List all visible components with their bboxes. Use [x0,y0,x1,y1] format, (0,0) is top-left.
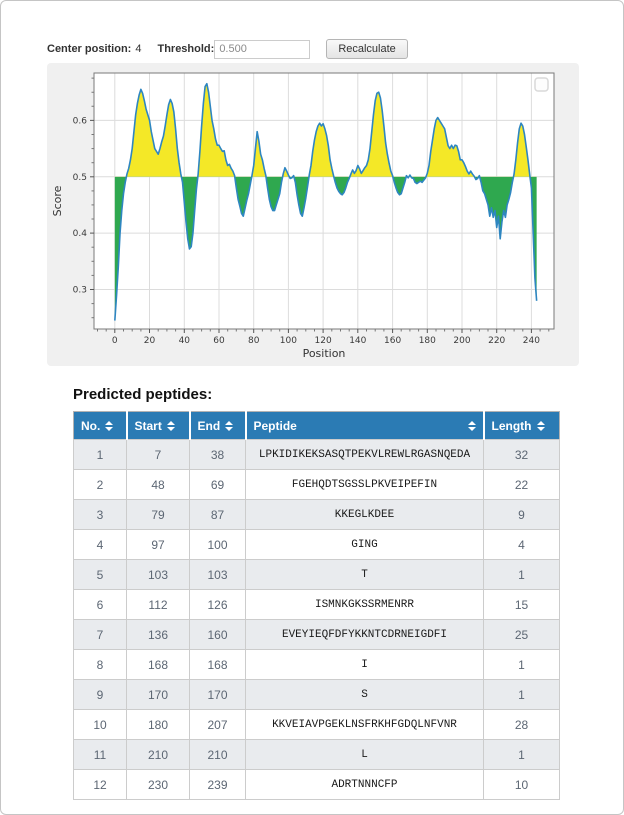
cell-peptide: I [246,650,484,680]
score-chart-panel [47,63,579,366]
svg-text:40: 40 [178,336,191,346]
sort-arrows-icon [468,421,476,431]
column-label: End [197,418,221,433]
svg-text:80: 80 [247,336,260,346]
svg-text:220: 220 [488,336,506,346]
cell-peptide: ISMNKGKSSRMENRR [246,590,484,620]
cell-peptide: S [246,680,484,710]
svg-text:120: 120 [314,336,332,346]
cell-start: 79 [127,500,190,530]
cell-peptide: KKEGLKDEE [246,500,484,530]
svg-text:0.3: 0.3 [72,285,87,296]
cell-length: 1 [484,740,560,770]
recalculate-button[interactable]: Recalculate [326,39,407,59]
cell-length: 28 [484,710,560,740]
cell-no: 7 [74,620,127,650]
threshold-input[interactable] [214,40,310,59]
table-row [74,560,560,590]
cell-no: 2 [74,470,127,500]
cell-length: 9 [484,500,560,530]
cell-end: 69 [190,470,246,500]
cell-peptide: EVEYIEQFDFYKKNTCDRNEIGDFI [246,620,484,650]
cell-start: 230 [127,770,190,800]
cell-peptide: T [246,560,484,590]
cell-start: 48 [127,470,190,500]
cell-length: 4 [484,530,560,560]
cell-end: 170 [190,680,246,710]
controls-bar [47,39,408,59]
cell-length: 1 [484,680,560,710]
svg-text:20: 20 [143,336,156,346]
table-row [74,590,560,620]
cell-end: 210 [190,740,246,770]
column-header-end[interactable] [190,412,246,440]
cell-length: 1 [484,560,560,590]
svg-text:180: 180 [418,336,436,346]
table-row [74,530,560,560]
svg-text:160: 160 [384,336,402,346]
cell-start: 170 [127,680,190,710]
cell-peptide: FGEHQDTSGSSLPKVEIPEFIN [246,470,484,500]
column-header-length[interactable] [484,412,560,440]
cell-start: 180 [127,710,190,740]
cell-end: 100 [190,530,246,560]
threshold-label: Threshold: [157,43,215,55]
sort-arrows-icon [537,421,545,431]
cell-peptide: GING [246,530,484,560]
svg-text:60: 60 [213,336,225,346]
svg-text:140: 140 [349,336,367,346]
cell-start: 112 [127,590,190,620]
cell-start: 210 [127,740,190,770]
predicted-peptides-table [73,411,560,800]
table-row [74,680,560,710]
sort-arrows-icon [225,421,233,431]
svg-text:0: 0 [111,336,118,346]
cell-end: 87 [190,500,246,530]
column-label: Peptide [253,418,297,433]
cell-no: 3 [74,500,127,530]
cell-no: 9 [74,680,127,710]
legend-box[interactable] [535,78,548,91]
table-row [74,740,560,770]
column-header-start[interactable] [127,412,190,440]
cell-end: 239 [190,770,246,800]
table-row [74,470,560,500]
column-label: Length [491,418,532,433]
table-row [74,500,560,530]
cell-length: 1 [484,650,560,680]
x-axis-label: Position [302,347,346,360]
cell-length: 25 [484,620,560,650]
cell-end: 160 [190,620,246,650]
cell-start: 7 [127,440,190,470]
cell-start: 97 [127,530,190,560]
center-position-value: 4 [135,43,142,55]
cell-no: 11 [74,740,127,770]
cell-end: 38 [190,440,246,470]
sort-arrows-icon [167,421,175,431]
cell-no: 4 [74,530,127,560]
cell-peptide: L [246,740,484,770]
cell-no: 8 [74,650,127,680]
cell-start: 168 [127,650,190,680]
cell-length: 22 [484,470,560,500]
svg-text:100: 100 [279,336,297,346]
table-row [74,710,560,740]
column-label: Start [134,418,162,433]
cell-end: 168 [190,650,246,680]
sort-arrows-icon [105,421,113,431]
table-row [74,650,560,680]
svg-text:200: 200 [453,336,471,346]
cell-no: 10 [74,710,127,740]
table-row [74,440,560,470]
svg-text:240: 240 [522,336,540,346]
cell-peptide: LPKIDIKEKSASQTPEKVLREWLRGASNQEDA [246,440,484,470]
predicted-peptides-title: Predicted peptides: [73,386,213,403]
column-header-no[interactable] [74,412,127,440]
cell-end: 126 [190,590,246,620]
cell-no: 12 [74,770,127,800]
cell-start: 136 [127,620,190,650]
column-header-peptide[interactable] [246,412,484,440]
column-label: No. [81,418,101,433]
table-row [74,770,560,800]
cell-length: 10 [484,770,560,800]
table-header-row [74,412,560,440]
center-position-label: Center position: [47,43,132,55]
table-row [74,620,560,650]
cell-peptide: KKVEIAVPGEKLNSFRKHFGDQLNFVNR [246,710,484,740]
svg-text:0.4: 0.4 [72,229,87,240]
svg-text:0.5: 0.5 [72,172,87,183]
svg-text:0.6: 0.6 [72,116,87,127]
cell-end: 207 [190,710,246,740]
score-chart [47,63,579,366]
y-axis-label: Score [51,185,64,217]
cell-length: 15 [484,590,560,620]
cell-peptide: ADRTNNNCFP [246,770,484,800]
cell-no: 1 [74,440,127,470]
cell-end: 103 [190,560,246,590]
cell-no: 6 [74,590,127,620]
cell-length: 32 [484,440,560,470]
cell-no: 5 [74,560,127,590]
cell-start: 103 [127,560,190,590]
